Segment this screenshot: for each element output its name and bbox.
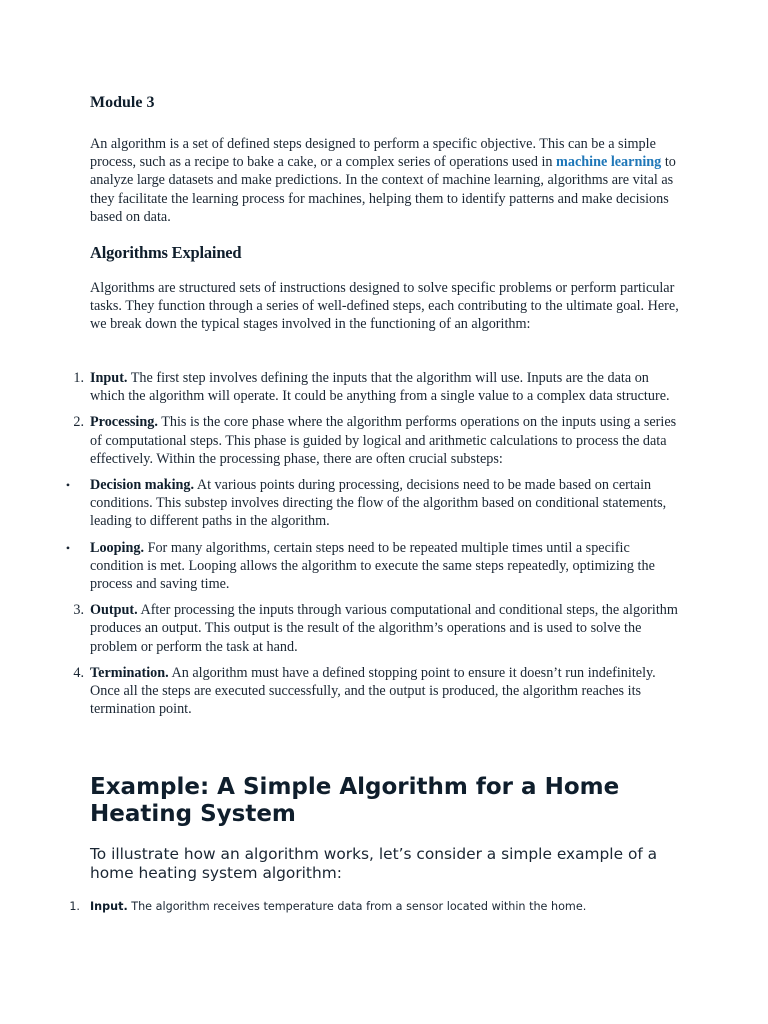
substep-item-looping <box>0 539 682 594</box>
intro-text-before: An algorithm is a set of defined steps designed to perform a specific objective. This can be a simple process, such as a recipe to bake a cake, or a complex series of operations used in <box>90 136 656 171</box>
algorithm-steps-list <box>0 369 768 726</box>
step-number: 1. <box>73 370 84 386</box>
machine-learning-link[interactable]: machine learning <box>556 154 662 171</box>
module-title: Module 3 <box>90 94 155 111</box>
step-item-output <box>0 601 682 656</box>
step-text: After processing the inputs through various computational and conditional steps, the algorithm produces an output. This output is the result of the algorithm’s operations and is used to solve the problem or perform the task at hand. <box>90 602 678 655</box>
step-term: Termination. <box>90 664 169 681</box>
intro-text-after: to analyze large datasets and make predictions. In the context of machine learning, algorithms are vital as they facilitate the learning process for machines, helping them to identify patterns and make decisions based on data. <box>90 154 676 225</box>
substep-item-decision-making <box>0 476 682 531</box>
step-term: Input. <box>90 900 128 913</box>
step-term: Decision making. <box>90 477 195 494</box>
step-term: Looping. <box>90 539 145 556</box>
step-text: The first step involves defining the inputs that the algorithm will use. Inputs are the data on which the algorithm will operate. It could be anything from a single value to a complex data structure. <box>90 370 670 405</box>
step-text: An algorithm must have a defined stopping point to ensure it doesn’t run indefinitely. Once all the steps are executed successfully, and the output is produced, the algorithm reaches its termination point. <box>90 664 656 718</box>
example-steps-list <box>0 899 768 914</box>
step-number: 4. <box>73 664 84 681</box>
step-term: Input. <box>90 370 128 386</box>
algorithms-explained-heading: Algorithms Explained <box>90 243 242 262</box>
bullet-icon: • <box>65 540 71 555</box>
step-term: Output. <box>90 602 138 619</box>
step-text: At various points during processing, decisions need to be made based on certain conditions. This substep involves directing the flow of the algorithm based on conditional statements, leading to different paths in the algorithm. <box>90 477 667 530</box>
example-paragraph: To illustrate how an algorithm works, let’s consider a simple example of a home heating system algorithm: <box>90 845 658 882</box>
step-term: Processing. <box>90 414 158 431</box>
step-item-processing <box>0 413 682 468</box>
step-text: The algorithm receives temperature data from a sensor located within the home. <box>127 900 587 913</box>
step-number: 3. <box>73 602 84 619</box>
step-number: 1. <box>69 900 80 913</box>
step-text: For many algorithms, certain steps need to be repeated multiple times until a specific condition is met. Looping allows the algorithm to execute the same steps repeatedly, optimizing the process and saving time. <box>90 539 655 593</box>
step-number: 2. <box>73 414 84 431</box>
algorithms-explained-paragraph: Algorithms are structured sets of instructions designed to solve specific problems or perform particular tasks. They function through a series of well-defined steps, each contributing to the ultimate goal. Here, we break down the typical stages involved in the functioning of an algorithm: <box>90 280 679 333</box>
intro-paragraph <box>90 135 682 226</box>
example-step-item-input <box>0 899 682 914</box>
step-item-termination <box>0 664 682 719</box>
example-heading: Example: A Simple Algorithm for a Home Heating System <box>90 774 620 827</box>
bullet-icon: • <box>65 478 71 493</box>
step-text: This is the core phase where the algorithm performs operations on the inputs using a series of computational steps. This phase is guided by logical and arithmetic calculations to process the data effectively. Within the processing phase, there are often crucial substeps: <box>90 414 677 467</box>
step-item-input <box>0 369 682 405</box>
